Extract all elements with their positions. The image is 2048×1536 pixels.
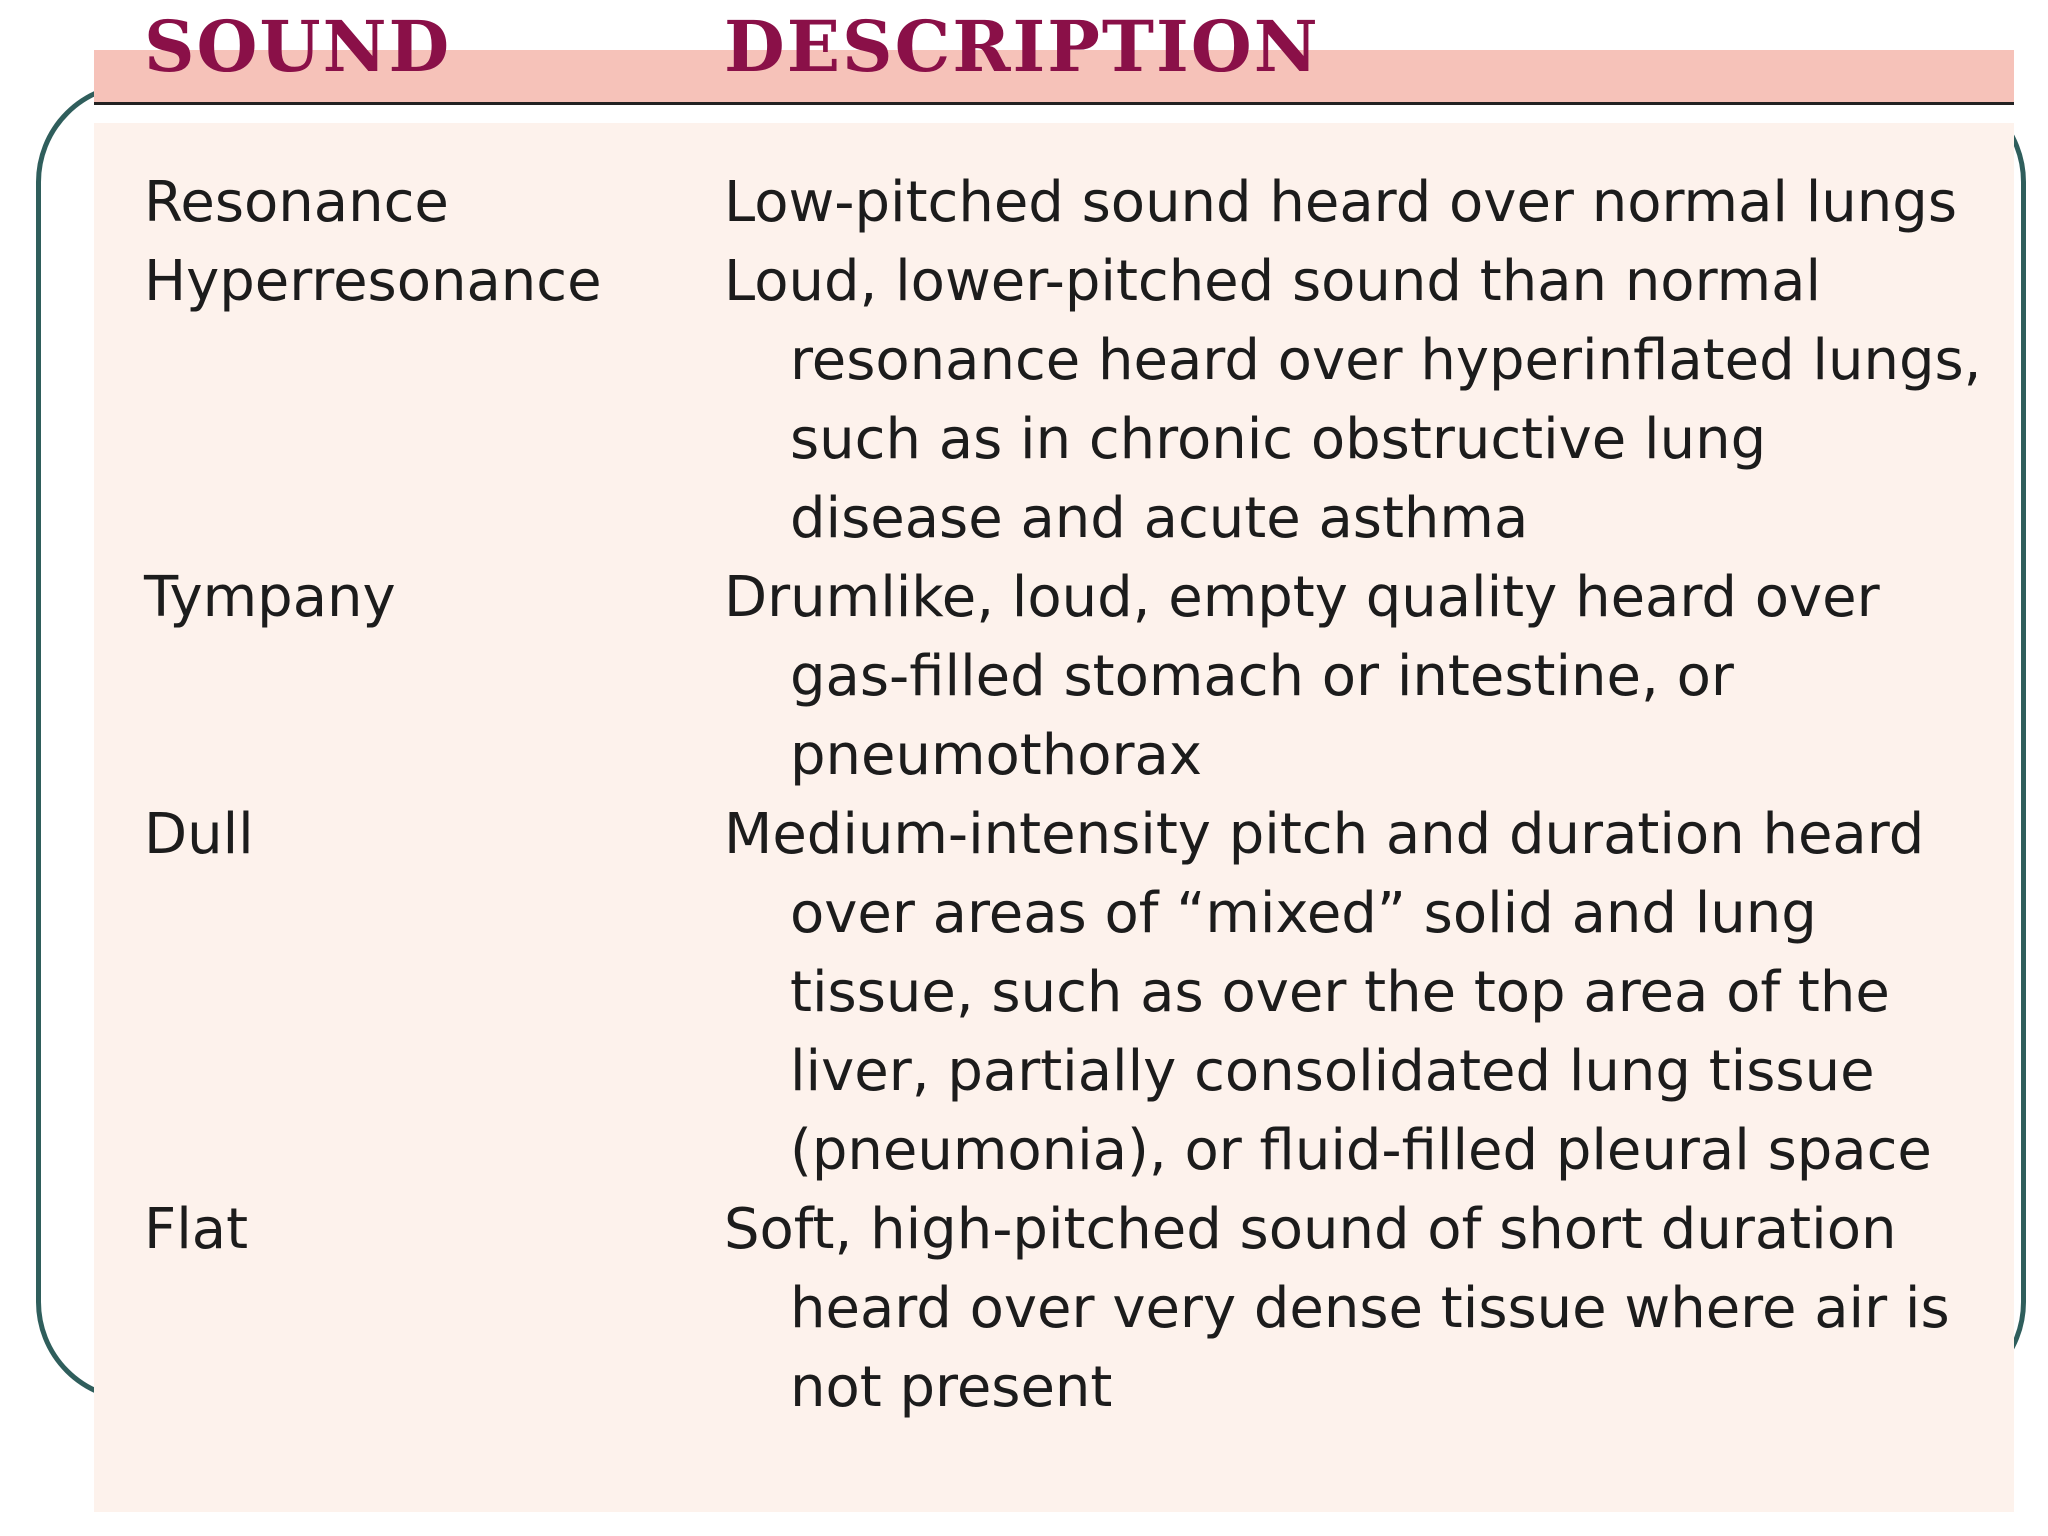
table-row <box>94 795 2014 1190</box>
table-body <box>94 163 2014 1427</box>
description-cell: Low-pitched sound heard over normal lungs <box>724 170 1958 235</box>
description-cell: Medium-intensity pitch and duration heard over areas of “mixed” solid and lung tissue, such as over the top area of the liver, partially consolidated lung tissue (pneumonia), or fluid-filled pleural space <box>724 802 1932 1183</box>
sound-cell: Hyperresonance <box>144 249 602 314</box>
sound-cell: Flat <box>144 1197 249 1262</box>
sound-cell: Tympany <box>144 565 396 630</box>
table-row <box>94 1190 2014 1427</box>
percussion-sounds-table <box>94 0 2014 1512</box>
description-cell: Drumlike, loud, empty quality heard over gas-filled stomach or intestine, or pneumothorax <box>724 565 1880 788</box>
header-sound: SOUND <box>144 5 452 88</box>
table-header <box>94 5 2014 105</box>
sound-cell: Dull <box>144 802 254 867</box>
table-row <box>94 163 2014 242</box>
table-row <box>94 558 2014 795</box>
description-cell: Soft, high-pitched sound of short duration heard over very dense tissue where air is not present <box>724 1197 1950 1420</box>
header-description: DESCRIPTION <box>724 5 1320 88</box>
table-row <box>94 242 2014 558</box>
header-divider-gap <box>94 105 2014 123</box>
description-cell: Loud, lower-pitched sound than normal resonance heard over hyperinflated lungs, such as in chronic obstructive lung disease and acute asthma <box>724 249 1982 551</box>
sound-cell: Resonance <box>144 170 449 235</box>
